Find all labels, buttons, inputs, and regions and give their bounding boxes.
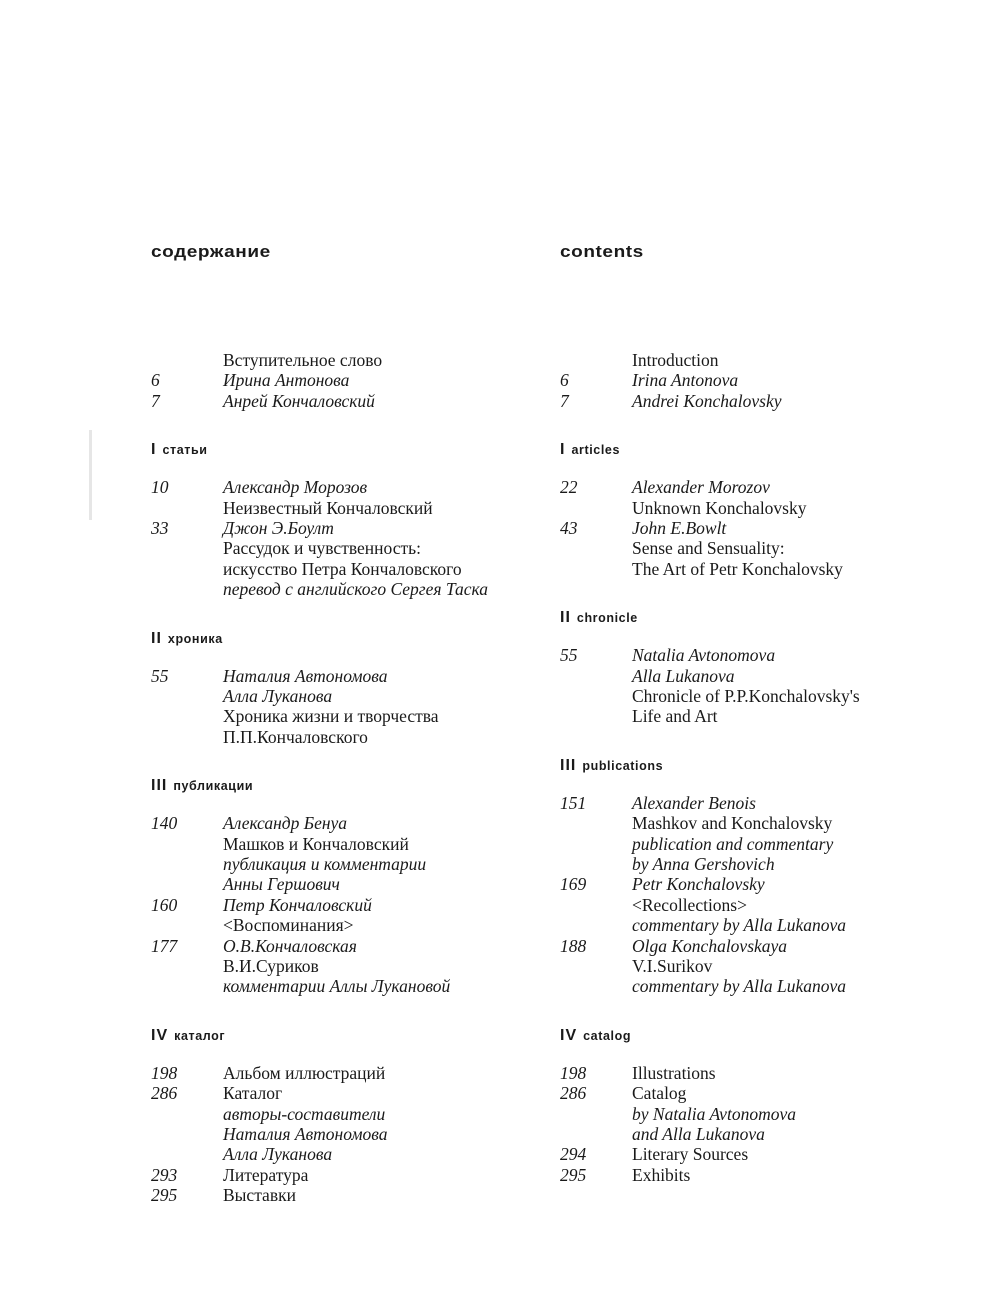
page-edge-mark	[89, 430, 92, 520]
section-number: I	[560, 441, 566, 459]
entry-text: Неизвестный Кончаловский	[223, 497, 433, 518]
page-number: 7	[151, 390, 160, 411]
entry-text: искусство Петра Кончаловского	[223, 558, 462, 579]
section-name: catalog	[583, 1028, 632, 1043]
entry-text: and Alla Lukanova	[632, 1123, 765, 1144]
page-number: 33	[151, 517, 169, 538]
section-number: I	[151, 441, 157, 459]
entry-text: Introduction	[632, 350, 719, 370]
entry-text: Петр Кончаловский	[223, 894, 372, 915]
entry-text: Unknown Konchalovsky	[632, 497, 807, 518]
page-number: 198	[560, 1062, 587, 1083]
contents-title: contents	[560, 242, 644, 261]
section-name: publications	[582, 758, 664, 773]
page-number: 151	[560, 792, 587, 813]
entry-text: V.I.Surikov	[632, 955, 713, 976]
section-name: публикации	[173, 779, 254, 794]
entry-text: Каталог	[223, 1083, 283, 1104]
page-number: 55	[151, 665, 169, 686]
page-number: 293	[151, 1164, 178, 1185]
section-number: III	[151, 777, 168, 795]
page-number: 295	[560, 1164, 587, 1185]
entry-text: Mashkov and Konchalovsky	[632, 813, 833, 834]
section-name: каталог	[174, 1028, 226, 1043]
entry-text: commentary by Alla Lukanova	[632, 976, 847, 997]
page-number: 6	[151, 370, 160, 391]
section-number: III	[560, 756, 577, 774]
page-number: 286	[151, 1083, 178, 1104]
entry-text: <Воспоминания>	[223, 915, 354, 936]
section-heading	[151, 441, 208, 459]
entry-text: Alla Lukanova	[632, 665, 735, 686]
entry-text: commentary by Alla Lukanova	[632, 915, 847, 936]
entry-text: Olga Konchalovskaya	[632, 935, 788, 956]
entry-text: Алла Луканова	[223, 1144, 333, 1165]
page-number: 140	[151, 813, 178, 834]
entry-text: Машков и Кончаловский	[223, 833, 409, 854]
section-heading	[151, 1027, 225, 1045]
entry-text: Sense and Sensuality:	[632, 538, 785, 559]
entry-text: Alexander Morozov	[632, 477, 770, 498]
section-number: II	[151, 629, 162, 647]
entry-text: Life and Art	[632, 706, 718, 727]
entry-text: Анрей Кончаловский	[223, 390, 375, 411]
entry-text: Рассудок и чувственность:	[223, 538, 421, 559]
entry-text: The Art of Petr Konchalovsky	[632, 558, 843, 579]
section-heading	[560, 441, 620, 459]
page-number: 22	[560, 477, 578, 498]
section-number: IV	[560, 1026, 578, 1044]
entry-text: Ирина Антонова	[223, 370, 350, 391]
entry-text: Literary Sources	[632, 1144, 749, 1165]
entry-text: publication and commentary	[632, 833, 834, 854]
section-heading	[560, 609, 638, 627]
page-number: 177	[151, 935, 178, 956]
entry-text: Выставки	[223, 1185, 296, 1206]
section-heading	[560, 1027, 631, 1045]
entry-text: Andrei Konchalovsky	[632, 390, 782, 411]
entry-text: Анны Гершович	[223, 874, 340, 895]
section-number: II	[560, 609, 571, 627]
section-heading	[560, 757, 663, 775]
section-name: хроника	[167, 631, 223, 646]
entry-text: П.П.Кончаловского	[223, 726, 368, 747]
page-number: 198	[151, 1062, 178, 1083]
entry-text: Irina Antonova	[632, 370, 739, 391]
entry-text: перевод с английского Сергея Таска	[223, 579, 488, 600]
entry-text: Catalog	[632, 1083, 687, 1104]
entry-text: Illustrations	[632, 1062, 716, 1083]
entry-text: О.В.Кончаловская	[223, 935, 357, 956]
entry-text: Наталия Автономова	[223, 665, 388, 686]
section-name: статьи	[162, 443, 208, 458]
section-name: chronicle	[576, 611, 638, 626]
entry-text: Petr Konchalovsky	[632, 874, 765, 895]
page-number: 10	[151, 477, 169, 498]
section-number: IV	[151, 1026, 169, 1044]
entry-text: Наталия Автономова	[223, 1123, 388, 1144]
entry-text: публикация и комментарии	[223, 853, 427, 874]
entry-text: Вступительное слово	[223, 350, 383, 370]
entry-text: <Recollections>	[632, 894, 747, 915]
entry-text: Джон Э.Боулт	[223, 517, 334, 538]
section-heading	[151, 777, 253, 795]
page-number: 286	[560, 1083, 587, 1104]
page-number: 55	[560, 645, 578, 666]
entry-text: Exhibits	[632, 1164, 691, 1185]
section-heading	[151, 630, 223, 648]
section-name: articles	[571, 443, 621, 458]
entry-text: Natalia Avtonomova	[632, 645, 776, 666]
contents-title: содержание	[151, 242, 271, 261]
page-number: 294	[560, 1144, 587, 1165]
page-number: 169	[560, 874, 587, 895]
entry-text: авторы-составители	[223, 1103, 386, 1124]
entry-text: by Anna Gershovich	[632, 853, 775, 874]
entry-text: Алла Луканова	[223, 685, 333, 706]
entry-text: Литература	[223, 1164, 309, 1185]
entry-text: В.И.Суриков	[223, 955, 319, 976]
entry-text: Alexander Benois	[632, 792, 756, 813]
page-number: 7	[560, 390, 569, 411]
page-number: 295	[151, 1185, 178, 1206]
entry-text: by Natalia Avtonomova	[632, 1103, 796, 1124]
page-number: 6	[560, 370, 569, 391]
entry-text: комментарии Аллы Лукановой	[223, 976, 451, 997]
entry-text: Александр Морозов	[223, 477, 368, 498]
entry-text: John E.Bowlt	[632, 517, 727, 538]
page-number: 160	[151, 894, 178, 915]
page-number: 188	[560, 935, 587, 956]
entry-text: Альбом иллюстраций	[223, 1062, 386, 1083]
entry-text: Хроника жизни и творчества	[223, 706, 439, 727]
entry-text: Chronicle of P.P.Konchalovsky's	[632, 685, 860, 706]
entry-text: Александр Бенуа	[223, 813, 348, 834]
page-number: 43	[560, 517, 578, 538]
